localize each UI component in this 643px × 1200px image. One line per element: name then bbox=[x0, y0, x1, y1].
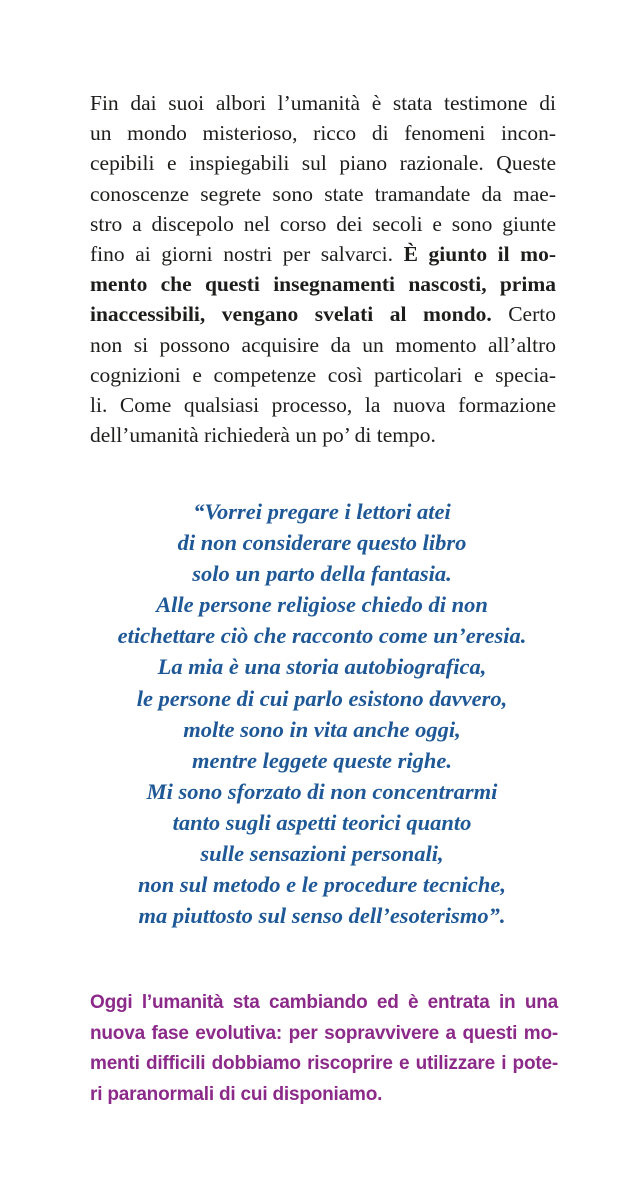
intro-line: Fin dai suoi albori l’umanità è stata testimone di bbox=[90, 91, 556, 115]
intro-line bbox=[90, 269, 556, 299]
author-quote bbox=[60, 496, 584, 931]
intro-emphasis: È giunto il mo- bbox=[403, 242, 556, 267]
intro-emphasis: mento che questi insegnamenti nascosti, prima bbox=[90, 272, 556, 297]
quote-line: La mia è una storia autobiografica, bbox=[157, 654, 487, 680]
intro-line: li. Come qualsiasi processo, la nuova formazione bbox=[90, 393, 556, 418]
closing-line: Oggi l’umanità sta cambiando ed è entrata in una bbox=[90, 992, 558, 1013]
intro-line: conoscenze segrete sono state tramandate da mae- bbox=[90, 181, 556, 206]
intro-line: inaccessibili, vengano svelati al mondo. Certo bbox=[90, 302, 556, 327]
quote-line: ma piuttosto sul senso dell’esoterismo”. bbox=[138, 903, 506, 929]
intro-line: stro a discepolo nel corso dei secoli e sono giunte bbox=[90, 211, 556, 236]
quote-line: le persone di cui parlo esistono davvero, bbox=[136, 685, 508, 711]
quote-line: Mi sono sforzato di non concentrarmi bbox=[146, 778, 498, 804]
closing-line: ri paranormali di cui disponiamo. bbox=[90, 1083, 383, 1105]
closing-line: menti difficili dobbiamo riscoprire e utilizzare i pote- bbox=[90, 1053, 558, 1074]
quote-line: tanto sugli aspetti teorici quanto bbox=[172, 809, 472, 835]
closing-paragraph bbox=[90, 988, 558, 1110]
closing-line: nuova fase evolutiva: per sopravvivere a questi mo- bbox=[90, 1022, 558, 1044]
quote-line: molte sono in vita anche oggi, bbox=[183, 716, 461, 742]
intro-line: cepibili e inspiegabili sul piano razionale. Queste bbox=[90, 151, 556, 176]
intro-paragraph bbox=[90, 88, 556, 450]
quote-line: etichettare ciò che racconto come un’eresia. bbox=[117, 623, 527, 649]
intro-line: fino ai giorni nostri per salvarci. È giunto il mo- bbox=[90, 242, 556, 267]
quote-line: Alle persone religiose chiedo di non bbox=[156, 592, 488, 618]
intro-line: non si possono acquisire da un momento all’altro bbox=[90, 332, 556, 357]
intro-line: cognizioni e competenze così particolari e specia- bbox=[90, 362, 556, 387]
quote-line: non sul metodo e le procedure tecniche, bbox=[137, 872, 507, 898]
quote-line: sulle sensazioni personali, bbox=[200, 841, 444, 867]
quote-line: mentre leggete queste righe. bbox=[192, 747, 452, 773]
quote-line: “Vorrei pregare i lettori atei bbox=[193, 499, 451, 524]
intro-line: dell’umanità richiederà un po’ di tempo. bbox=[90, 423, 436, 448]
intro-emphasis: inaccessibili, vengano svelati al mondo. bbox=[90, 302, 492, 327]
intro-line: un mondo misterioso, ricco di fenomeni incon- bbox=[90, 121, 556, 146]
quote-line: solo un parto della fantasia. bbox=[192, 561, 452, 587]
quote-line: di non considerare questo libro bbox=[177, 530, 467, 556]
